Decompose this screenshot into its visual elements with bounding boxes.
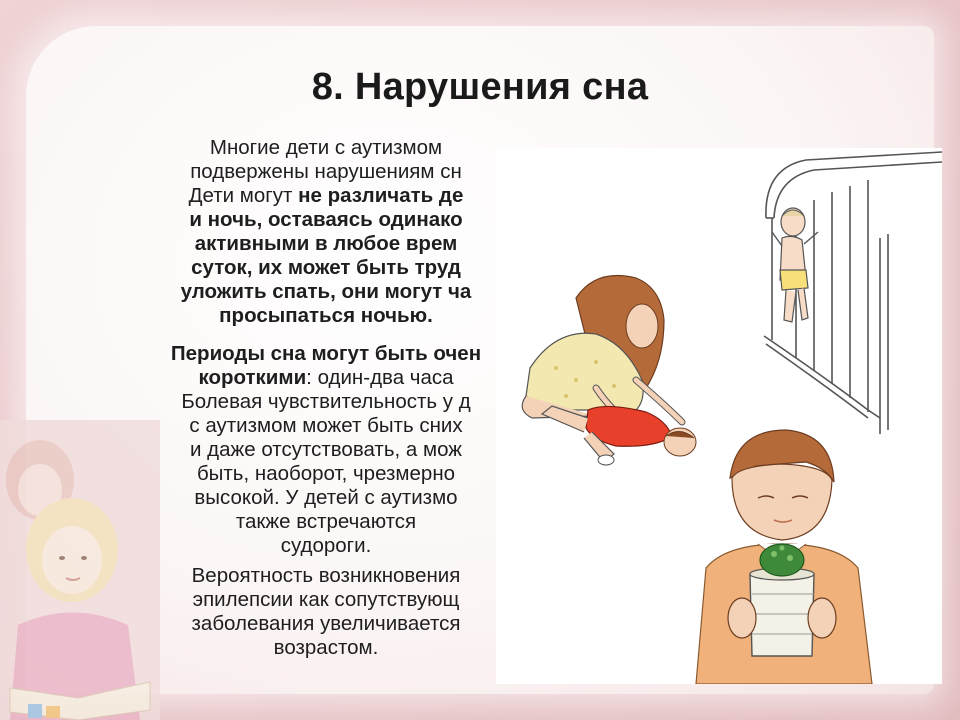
paragraph-2-line: Болевая чувствительность у д: [181, 390, 471, 413]
autism-child-behaviors-illustration: [496, 148, 942, 684]
toddler-in-crib-drawing: [772, 208, 818, 322]
mother-reading-to-girl-photo: [0, 420, 160, 720]
paragraph-3-line: Вероятность возникновения: [191, 564, 461, 587]
paragraph-2-line: с аутизмом может быть сних: [189, 414, 463, 437]
paragraph-1-line: подвержены нарушениям сн: [190, 160, 462, 183]
paragraph-2-line: Периоды сна могут быть очен: [170, 342, 482, 365]
woman-and-child-drawing: [522, 276, 696, 466]
paragraph-2-line: короткими: один-два часа: [198, 366, 454, 389]
paragraph-2-line: высокой. У детей с аутизмо: [194, 486, 458, 509]
paragraph-1-line: и ночь, оставаясь одинако: [189, 208, 463, 231]
paragraph-2-line: и даже отсутствовать, а мож: [190, 438, 462, 461]
boy-with-plant-drawing: [696, 430, 872, 684]
paragraph-1-line: Многие дети с аутизмом: [209, 136, 443, 159]
paragraph-1-line: уложить спать, они могут ча: [180, 280, 472, 303]
paragraph-2-line: быть, наоборот, чрезмерно: [196, 462, 456, 485]
slide-body-text: [140, 136, 512, 660]
paragraph-1-line: суток, их может быть труд: [191, 256, 461, 279]
paragraph-1-line: активными в любое врем: [194, 232, 458, 255]
paragraph-2-line: судороги.: [280, 534, 372, 557]
paragraph-3-line: эпилепсии как сопутствующ: [192, 588, 460, 611]
paragraph-1-line: просыпаться ночью.: [219, 304, 433, 327]
slide-title: 8. Нарушения сна: [311, 66, 649, 108]
paragraph-3-line: заболевания увеличивается: [191, 612, 461, 635]
paragraph-3-line: возрастом.: [273, 636, 379, 659]
paragraph-1-line: Дети могут не различать де: [188, 184, 464, 207]
paragraph-2-line: также встречаются: [235, 510, 417, 533]
